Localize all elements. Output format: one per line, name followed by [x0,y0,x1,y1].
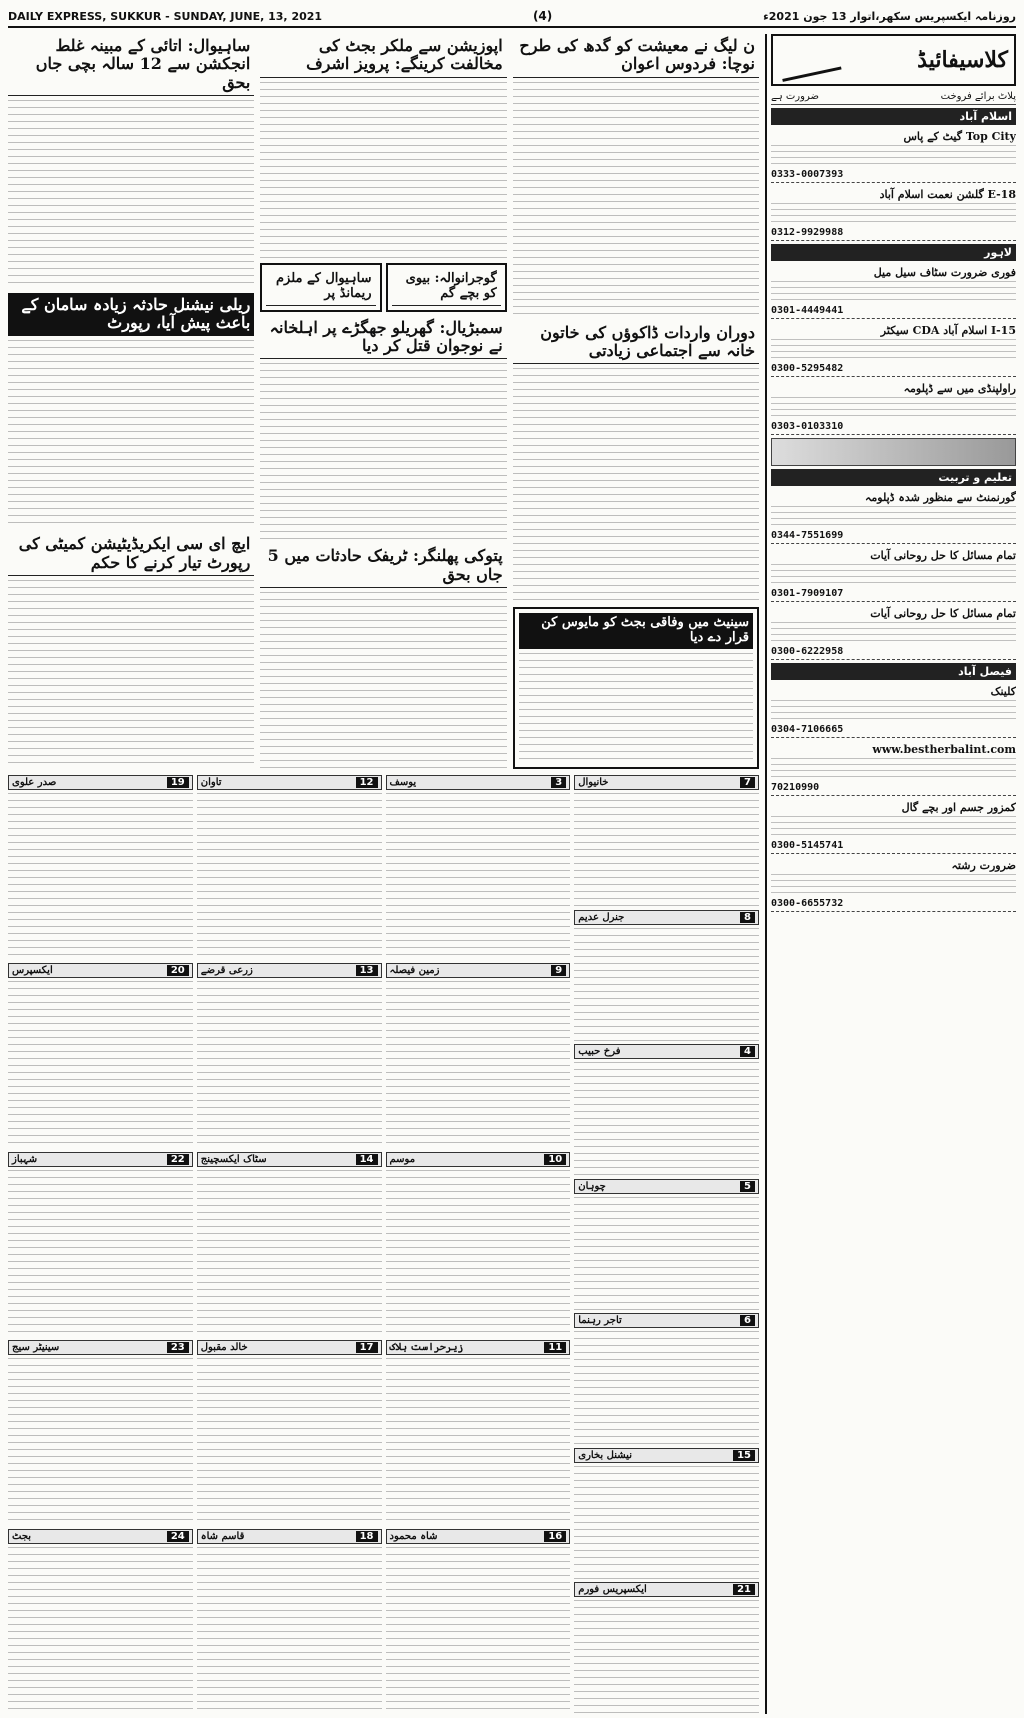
phone-number: 0300-5145741 [771,840,844,851]
city-label[interactable]: 23 سینیٹر سیج [8,1340,193,1355]
phone-number: 0300-6222958 [771,646,844,657]
news-column-2 [260,34,506,769]
headline[interactable]: ن لیگ نے معیشت کو گدھ کی طرح نوچا: فردوس اعوان [513,34,759,78]
city-label[interactable]: 10 موسم [386,1152,571,1167]
headline[interactable]: ریلی نیشنل حادثہ زیادہ سامان کے باعث پیش آیا، رپورٹ [8,293,254,336]
phone-number: 0300-6655732 [771,898,844,909]
article-body [519,653,753,763]
city-label[interactable]: 4 فرخ حبیب [574,1044,759,1059]
phone-number: 70210990 [771,782,820,793]
city-label[interactable]: 7 خانیوال [574,775,759,790]
news-box [260,263,381,312]
article-body [386,793,571,960]
top-news-section [8,34,759,769]
phone-number: 0300-5295482 [771,363,844,374]
city-label[interactable]: 15 نیشنل بخاری [574,1448,759,1463]
classified-ad[interactable]: راولپنڈی میں سے ڈپلومہ 0303-0103310 [771,380,1016,435]
category-header[interactable]: فیصل آباد [771,663,1016,680]
city-label[interactable]: 9 زمین فیصلہ [386,963,571,978]
city-column [197,775,382,1714]
headline[interactable]: سمبڑیال: گھریلو جھگڑے پر اہلخانہ نے نوجوان قتل کر دیا [260,316,506,360]
article-body [8,580,254,769]
strip-label: پلاٹ برائے فروخت [940,91,1016,102]
city-label[interactable]: 22 شہباز [8,1152,193,1167]
article-body [386,981,571,1148]
city-label[interactable]: 3 یوسف [386,775,571,790]
classified-ad[interactable]: کمزور جسم اور بچے گال 0300-5145741 [771,799,1016,854]
page-number: (4) [532,9,553,23]
classified-strip [771,89,1016,105]
category-header[interactable]: اسلام آباد [771,108,1016,125]
headline[interactable]: پتوکی پھلنگر: ٹریفک حادثات میں 5 جاں بحق [260,544,506,588]
article-body [574,1331,759,1445]
city-label[interactable]: 14 سٹاک ایکسچینج [197,1152,382,1167]
city-label[interactable]: 16 شاہ محمود [386,1529,571,1544]
article-body [513,82,759,317]
article-body [8,981,193,1148]
article-body [197,1170,382,1337]
headline[interactable]: ساہیوال: اتائی کے مبینہ غلط انجکشن سے 12 سالہ بچی جاں بحق [8,34,254,96]
article-body [8,100,254,289]
article-body [197,1358,382,1525]
city-label[interactable]: 6 تاجر رہنما [574,1313,759,1328]
category-header[interactable]: لاہور [771,244,1016,261]
article-body [8,1170,193,1337]
ad-image [771,438,1016,466]
headline[interactable]: اپوزیشن سے ملکر بجٹ کی مخالفت کرینگے: پرویز اشرف [260,34,506,78]
phone-number: 0312-9929988 [771,227,844,238]
city-label[interactable]: 19 صدر علوی [8,775,193,790]
classified-ad[interactable]: تمام مسائل کا حل روحانی آیات 0301-7909107 [771,547,1016,602]
pen-icon [776,39,841,82]
box-headline[interactable]: گوجرانوالہ: بیوی کو بچے گم [392,269,501,306]
masthead [8,6,1016,28]
city-label[interactable]: 21 ایکسپریس فورم [574,1582,759,1597]
city-label[interactable]: 11 زیرحراست ہلاک [386,1340,571,1355]
city-label[interactable]: 5 چوہان [574,1179,759,1194]
article-body [386,1547,571,1714]
headline[interactable]: دوران واردات ڈاکوؤں کی خاتون خانہ سے اجتماعی زیادتی [513,321,759,365]
phone-number: 0303-0103310 [771,421,844,432]
classified-column [765,34,1016,1714]
article-body [574,928,759,1042]
box-headline[interactable]: سینیٹ میں وفاقی بجٹ کو مایوس کن قرار دے دیا [519,613,753,649]
city-column [386,775,571,1714]
classified-title: کلاسیفائیڈ [917,47,1008,73]
classified-ad[interactable]: www.bestherbalint.com 70210990 [771,741,1016,796]
category-header[interactable]: تعلیم و تربیت [771,469,1016,486]
classified-ad[interactable]: گورنمنٹ سے منظور شدہ ڈپلومہ 0344-7551699 [771,489,1016,544]
masthead-urdu: روزنامہ ایکسپریس سکھر،اتوار 13 جون 2021ء [763,9,1016,23]
city-label[interactable]: 20 ایکسپرس [8,963,193,978]
strip-label: ضرورت ہے [771,91,819,102]
classified-ad[interactable]: Top City گیٹ کے پاس 0333-0007393 [771,128,1016,183]
phone-number: 0333-0007393 [771,169,844,180]
phone-number: 0301-7909107 [771,588,844,599]
phone-number: 0304-7106665 [771,724,844,735]
headline[interactable]: ایچ ای سی ایکریڈیٹیشن کمیٹی کی رپورٹ تیار کرنے کا حکم [8,532,254,576]
box-headline[interactable]: ساہیوال کے ملزم ریمانڈ پر [266,269,375,306]
article-body [260,363,506,540]
classified-ad[interactable]: فوری ضرورت سٹاف سیل میل 0301-4449441 [771,264,1016,319]
article-body [386,1170,571,1337]
article-body [574,1197,759,1311]
article-body [8,1358,193,1525]
article-body [386,1358,571,1525]
news-column-1 [8,34,254,769]
city-column [574,775,759,1714]
city-news-section [8,775,759,1714]
city-label[interactable]: 18 قاسم شاہ [197,1529,382,1544]
article-body [8,340,254,529]
article-body [574,1466,759,1580]
article-body [197,1547,382,1714]
article-body [260,82,506,259]
city-label[interactable]: 24 بجٹ [8,1529,193,1544]
article-body [260,592,506,769]
article-body [574,1600,759,1714]
city-label[interactable]: 8 جنرل عدیم [574,910,759,925]
article-body [574,1062,759,1176]
news-area [8,34,759,1714]
phone-number: 0344-7551699 [771,530,844,541]
city-label[interactable]: 17 خالد مقبول [197,1340,382,1355]
classified-ad[interactable]: تمام مسائل کا حل روحانی آیات 0300-6222958 [771,605,1016,660]
city-label[interactable]: 13 زرعی قرضے [197,963,382,978]
city-label[interactable]: 12 تاوان [197,775,382,790]
classified-banner [771,34,1016,86]
news-box [386,263,507,312]
classified-ad[interactable]: ضرورت رشتہ 0300-6655732 [771,857,1016,912]
article-body [8,793,193,960]
classified-ad[interactable]: E-18 گلشن نعمت اسلام آباد 0312-9929988 [771,186,1016,241]
article-body [197,793,382,960]
news-box [513,607,759,769]
classified-ad[interactable]: کلینک 0304-7106665 [771,683,1016,738]
phone-number: 0301-4449441 [771,305,844,316]
article-body [574,793,759,907]
article-body [513,368,759,603]
masthead-english: DAILY EXPRESS, SUKKUR - SUNDAY, JUNE, 13, 2021 [8,9,323,23]
article-body [8,1547,193,1714]
news-column-3 [513,34,759,769]
article-body [197,981,382,1148]
city-column [8,775,193,1714]
classified-ad[interactable]: I-15 اسلام آباد CDA سیکٹر 0300-5295482 [771,322,1016,377]
